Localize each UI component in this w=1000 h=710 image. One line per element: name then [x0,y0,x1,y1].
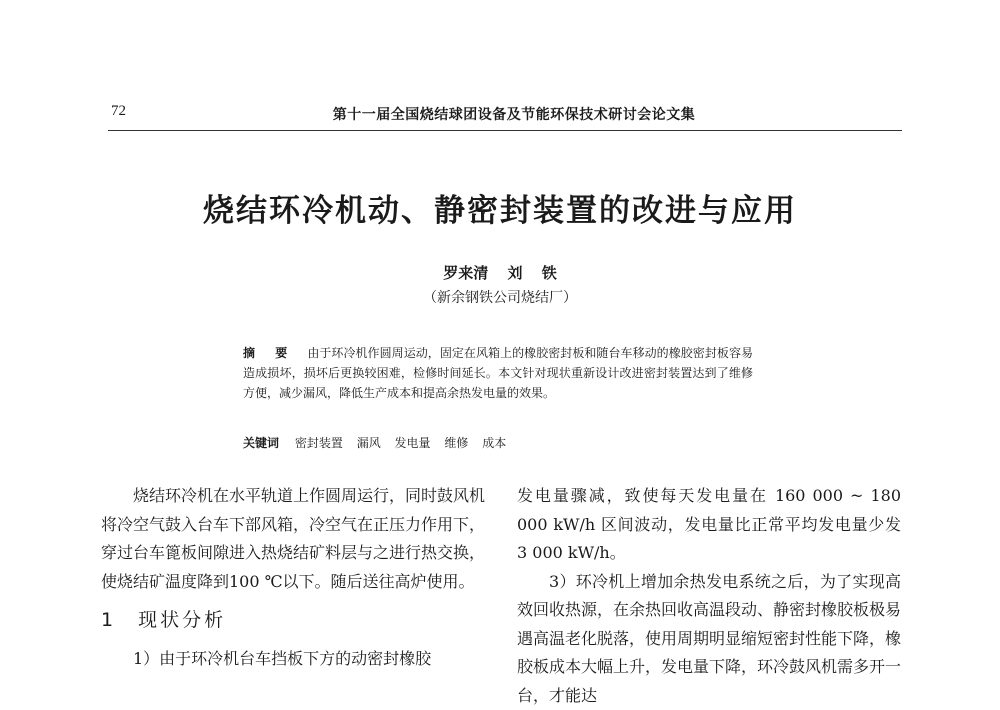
header-rule [108,130,902,131]
keyword: 漏风 [357,436,381,450]
author-name-2-part-1: 刘 [507,264,522,282]
body-paragraph: 1）由于环冷机台车挡板下方的动密封橡胶 [101,645,485,674]
body-column-right [517,482,901,710]
abstract-text: 由于环冷机作圆周运动，固定在风箱上的橡胶密封板和随台车移动的橡胶密封板容易造成损坏，损坏后更换较困难，检修时间延长。本文针对现状重新设计改进密封装置达到了维修方便，减少漏风，降低生产成本和提高余热发电量的效果。 [243,346,753,400]
keyword: 密封装置 [295,436,343,450]
body-column-left [101,482,485,673]
section-heading [101,606,485,635]
body-paragraph: 3）环冷机上增加余热发电系统之后，为了实现高效回收热源，在余热回收高温段动、静密封橡胶板极易遇高温老化脱落，使用周期明显缩短密封性能下降，橡胶板成本大幅上升，发电量下降，环冷鼓风机需多开一台，才能达 [517,568,901,710]
abstract-label: 摘 要 [243,346,295,360]
paper-title: 烧结环冷机动、静密封装置的改进与应用 [0,185,1000,230]
affiliation: （新余钢铁公司烧结厂） [0,287,1000,307]
running-header: 第十一届全国烧结球团设备及节能环保技术研讨会论文集 [0,104,1000,124]
keyword: 成本 [482,436,506,450]
author-name-2-part-2: 铁 [542,264,557,282]
section-title: 现状分析 [138,609,226,631]
keyword: 维修 [444,436,468,450]
keyword: 发电量 [395,436,431,450]
author-name-1: 罗来清 [443,264,488,282]
page-number: 72 [111,103,126,120]
section-number: 1 [101,609,116,631]
keywords-label: 关键词 [243,436,279,450]
abstract [243,343,753,403]
authors [0,262,1000,283]
body-paragraph: 烧结环冷机在水平轨道上作圆周运行，同时鼓风机将冷空气鼓入台车下部风箱，冷空气在正压力作用下，穿过台车篦板间隙进入热烧结矿料层与之进行热交换，使烧结矿温度降到100 ℃以下。随后送往高炉使用。 [101,482,485,596]
body-paragraph: 发电量骤减，致使每天发电量在 160 000 ~ 180 000 kW/h 区间波动，发电量比正常平均发电量少发 3 000 kW/h。 [517,482,901,568]
keywords [243,434,753,451]
